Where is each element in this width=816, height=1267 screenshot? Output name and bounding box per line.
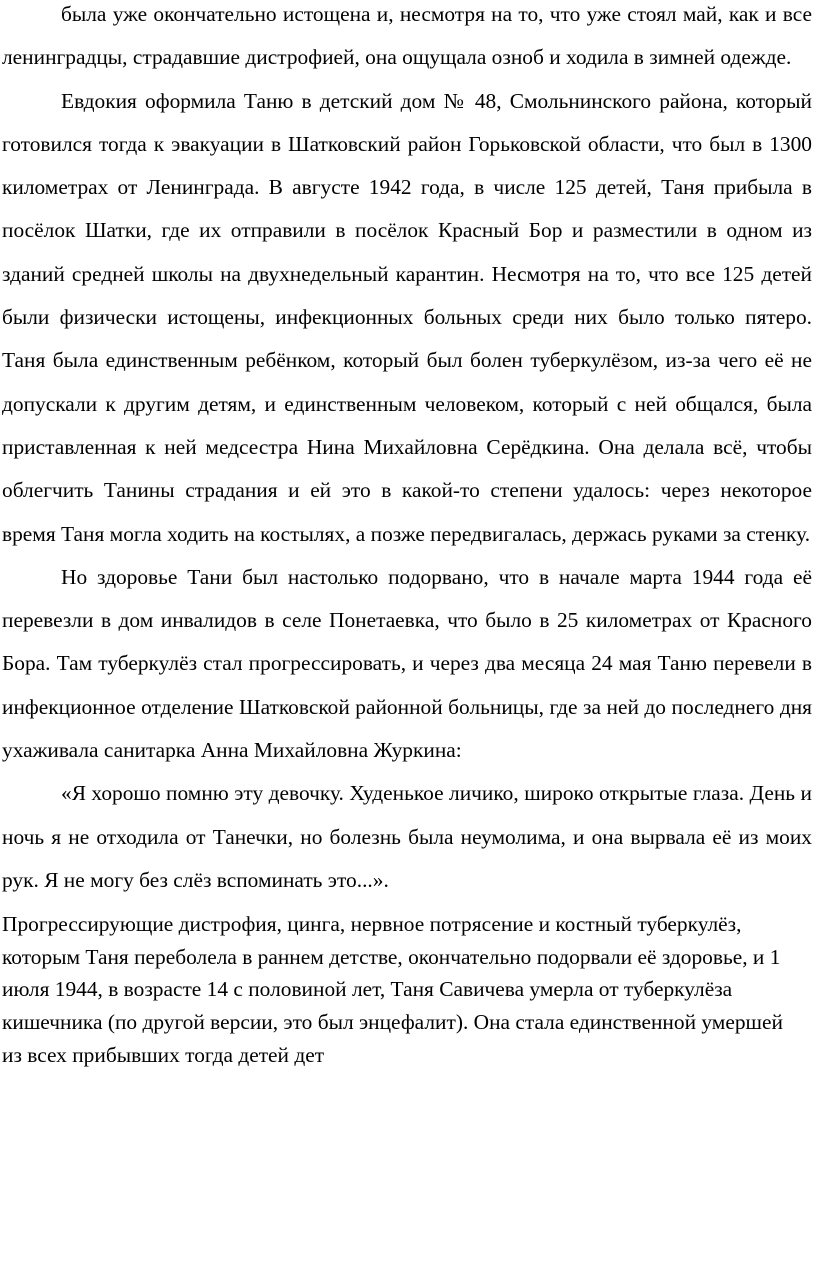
paragraph-5: Прогрессирующие дистрофия, цинга, нервное потрясение и костный туберкулёз, которым Таня переболела в раннем детстве, окончательно подорвали её здоровье, и 1 июля 1944, в возрасте 14 с половиной лет, Таня Савичева умерла от туберкулёза кишечника (по другой версии, это был энцефалит). Она стала единственной умершей из всех прибывших тогда детей дет — [2, 912, 783, 1067]
paragraph-1: была уже окончательно истощена и, несмотря на то, что уже стоял май, как и все ленинградцы, страдавшие дистрофией, она ощущала озноб и ходила в зимней одежде. — [2, 2, 812, 70]
paragraph-3: Но здоровье Тани был настолько подорвано, что в начале марта 1944 года её перевезли в дом инвалидов в селе Понетаевка, что было в 25 километрах от Красного Бора. Там туберкулёз стал прогрессировать, и через два месяца 24 мая Таню перевели в инфекционное отделение Шатковской районной больницы, где за ней до последнего дня ухаживала санитарка Анна Михайловна Журкина: — [2, 564, 812, 763]
paragraph-4: «Я хорошо помню эту девочку. Худенькое личико, широко открытые глаза. День и ночь я не отходила от Танечки, но болезнь была неумолима, и она вырвала её из моих рук. Я не могу без слёз вспоминать это...». — [2, 781, 812, 892]
paragraph-2: Евдокия оформила Таню в детский дом № 48, Смольнинского района, который готовился тогда к эвакуации в Шатковский район Горьковской области, что был в 1300 километрах от Ленинграда. В августе 1942 года, в числе 125 детей, Таня прибыла в посёлок Шатки, где их отправили в посёлок Красный Бор и разместили в одном из зданий средней школы на двухнедельный карантин. Несмотря на то, что все 125 детей были физически истощены, инфекционных больных среди них было только пятеро. Таня была единственным ребёнком, который был болен туберкулёзом, из-за чего её не допускали к другим детям, и единственным человеком, который с ней общался, была приставленная к ней медсестра Нина Михайловна Серёдкина. Она делала всё, чтобы облегчить Танины страдания и ей это в какой-то степени удалось: через некоторое время Таня могла ходить на костылях, а позже передвигалась, держась руками за стенку. — [2, 88, 812, 546]
